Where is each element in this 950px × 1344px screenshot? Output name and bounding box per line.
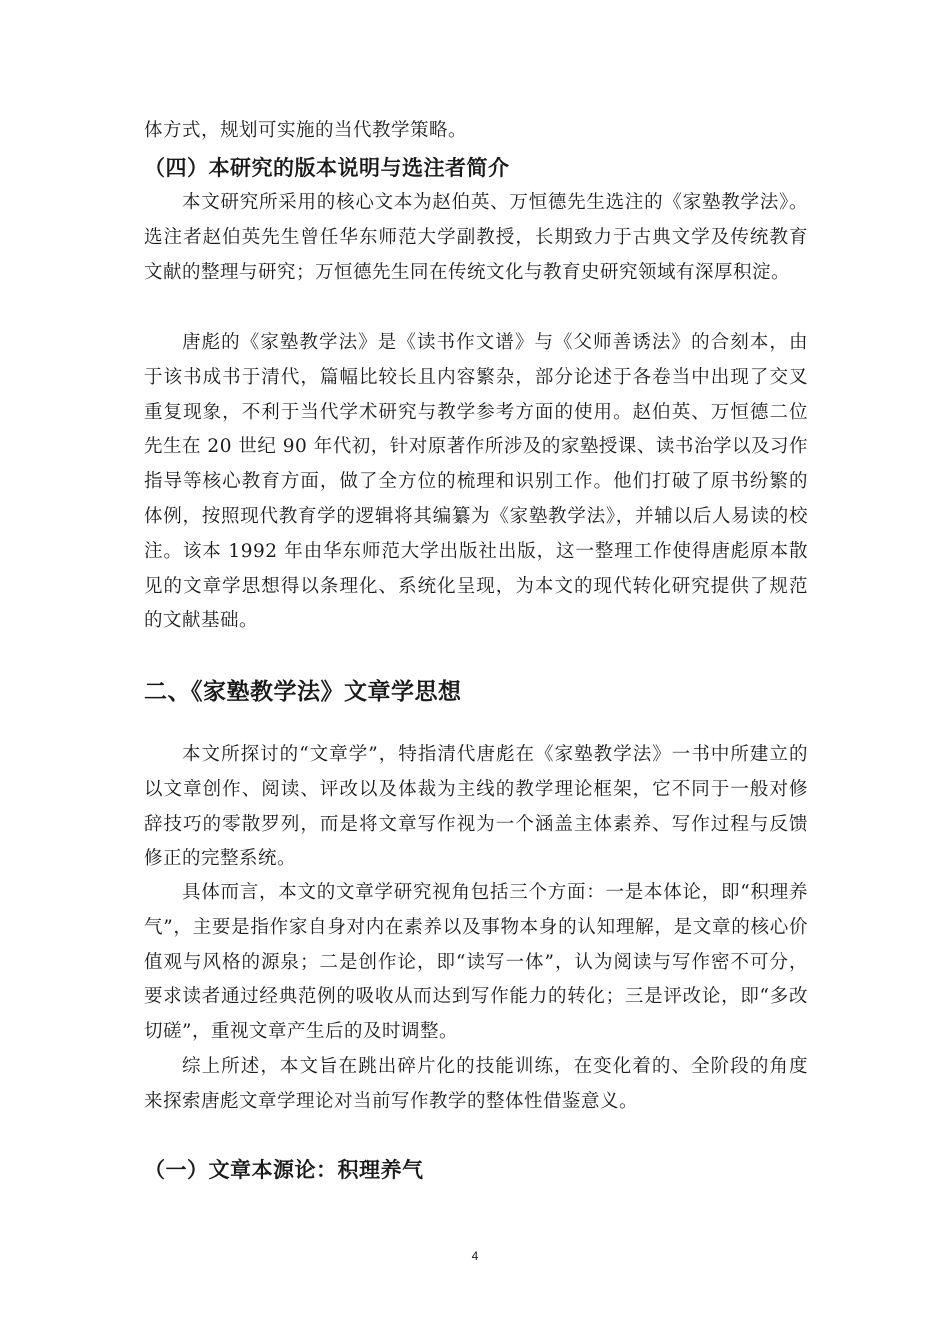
version-paragraph-1: 本文研究所采用的核心文本为赵伯英、万恒德先生选注的《家塾教学法》。选注者赵伯英先生曾任华东师范大学副教授，长期致力于古典文学及传统教育文献的整理与研究；万恒德先生同在传统文化与教育史研究领域有深厚积淀。 xyxy=(144,192,808,283)
chapter-heading-2: 二、《家塾教学法》文章学思想 xyxy=(144,679,462,705)
version-paragraph-2: 唐彪的《家塾教学法》是《读书作文谱》与《父师善诱法》的合刻本，由于该书成书于清代，篇幅比较长且内容繁杂，部分论述于各卷当中出现了交叉重复现象，不利于当代学术研究与教学参考方面的使用。赵伯英、万恒德二位先生在 20 世纪 90 年代初，针对原著作所涉及的家塾授课、读书治学以及习作指导等核心教育方面，做了全方位的梳理和识别工作。他们打破了原书纷繁的体例，按照现代教育学的逻辑将其编纂为《家塾教学法》，并辅以后人易读的校注。该本 1992 年由华东师范大学出版社出版，这一整理工作使得唐彪原本散见的文章学思想得以条理化、系统化呈现，为本文的现代转化研究提供了规范的文献基础。 xyxy=(144,332,808,632)
section-heading-1: （一）文章本源论：积理养气 xyxy=(144,1158,424,1182)
page-number: 4 xyxy=(471,1249,479,1263)
continuation-paragraph: 体方式，规划可实施的当代教学策略。 xyxy=(144,120,468,141)
chapter2-paragraph-2: 具体而言，本文的文章学研究视角包括三个方面：一是本体论，即“积理养气”，主要是指作家自身对内在素养以及事物本身的认知理解，是文章的核心价值观与风格的源泉；二是创作论，即“读写一体”，认为阅读与写作密不可分，要求读者通过经典范例的吸收从而达到写作能力的转化；三是评改论，即“多改切磋”，重视文章产生后的及时调整。 xyxy=(144,882,808,1043)
chapter2-paragraph-1: 本文所探讨的“文章学”，特指清代唐彪在《家塾教学法》一书中所建立的以文章创作、阅读、评改以及体裁为主线的教学理论框架，它不同于一般对修辞技巧的零散罗列，而是将文章写作视为一个涵盖主体素养、写作过程与反馈修正的完整系统。 xyxy=(144,744,808,870)
chapter2-paragraph-3: 综上所述，本文旨在跳出碎片化的技能训练，在变化着的、全阶段的角度来探索唐彪文章学理论对当前写作教学的整体性借鉴意义。 xyxy=(144,1056,808,1112)
section-heading-4: （四）本研究的版本说明与选注者简介 xyxy=(144,156,510,180)
